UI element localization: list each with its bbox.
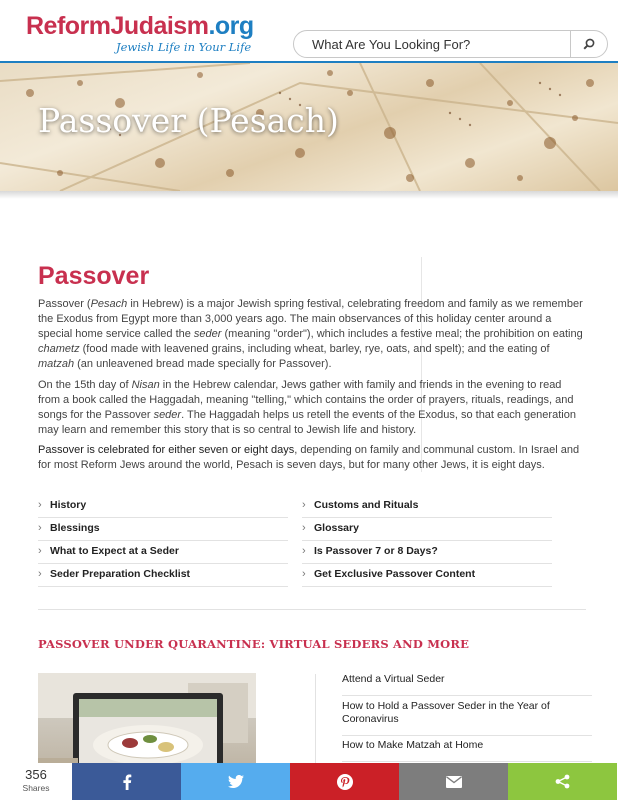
link-7-or-8-days[interactable]: › Is Passover 7 or 8 Days? — [302, 541, 552, 564]
facebook-share-button[interactable] — [72, 763, 181, 800]
intro-paragraph-3: Passover is celebrated for either seven or eight days, depending on family and communal custom. In Israel and for most Reform Jews around the world, Pesach is seven days, but for many other Jews, it is eight days. — [38, 444, 580, 471]
link-customs-rituals[interactable]: › Customs and Rituals — [302, 495, 552, 518]
search-box — [293, 30, 608, 58]
logo-wordmark: ReformJudaism.org — [26, 12, 254, 40]
pinterest-icon — [337, 774, 353, 790]
link-exclusive-content[interactable]: › Get Exclusive Passover Content — [302, 564, 552, 587]
chevron-right-icon: › — [302, 499, 306, 511]
facebook-icon — [122, 774, 132, 790]
more-share-button[interactable] — [508, 763, 617, 800]
side-divider — [315, 674, 316, 764]
share-count: 356 Shares — [0, 763, 72, 800]
page-title: Passover — [38, 262, 150, 290]
logo-tagline: Jewish Life in Your Life — [116, 40, 252, 54]
section-divider — [38, 609, 586, 610]
link-attend-virtual-seder[interactable]: Attend a Virtual Seder — [342, 673, 592, 696]
link-make-matzah[interactable]: How to Make Matzah at Home — [342, 739, 592, 762]
link-hold-seder-coronavirus[interactable]: How to Hold a Passover Seder in the Year of Coronavirus — [342, 700, 592, 736]
hero-shadow — [0, 191, 618, 199]
email-share-button[interactable] — [399, 763, 508, 800]
laptop-seder-image — [38, 673, 256, 773]
chevron-right-icon: › — [302, 545, 306, 557]
seven-or-eight-days-link[interactable]: Passover is celebrated for either seven or eight days — [38, 444, 295, 456]
share-icon — [555, 774, 570, 789]
share-bar — [0, 763, 618, 800]
chevron-right-icon: › — [38, 499, 42, 511]
search-icon — [583, 38, 595, 50]
hero-banner — [0, 63, 618, 191]
hero-title: Passover (Pesach) — [38, 101, 339, 140]
search-input[interactable] — [294, 31, 572, 57]
quarantine-heading: PASSOVER UNDER QUARANTINE: VIRTUAL SEDERS AND MORE — [38, 637, 470, 651]
site-header — [0, 0, 618, 62]
twitter-share-button[interactable] — [181, 763, 290, 800]
virtual-seder-photo[interactable] — [38, 673, 256, 773]
link-what-to-expect[interactable]: › What to Expect at a Seder — [38, 541, 288, 564]
link-blessings[interactable]: › Blessings — [38, 518, 288, 541]
search-button[interactable] — [570, 31, 607, 57]
chevron-right-icon: › — [302, 568, 306, 580]
pinterest-share-button[interactable] — [290, 763, 399, 800]
link-seder-checklist[interactable]: › Seder Preparation Checklist — [38, 564, 288, 587]
intro-paragraph-1: Passover (Pesach in Hebrew) is a major Jewish spring festival, celebrating freedom and family as we remember the Exodus from Egypt more than 3,000 years ago. The main observances of this holiday center around a special home service called the seder (meaning "order"), which includes a festive meal; the prohibition on eating chametz (food made with leavened grains, including wheat, barley, rye, oats, and spelt); and the eating of matzah (an unleavened bread made specially for Passover). — [38, 298, 583, 370]
link-history[interactable]: › History — [38, 495, 288, 518]
twitter-icon — [228, 775, 244, 788]
email-icon — [446, 776, 462, 788]
chevron-right-icon: › — [38, 568, 42, 580]
intro-paragraph-2: On the 15th day of Nisan in the Hebrew calendar, Jews gather with family and friends in the evening to read from a book called the Haggadah, meaning "telling," which contains the order of prayers, rituals, readings, and songs for the Passover seder. The Haggadah helps us retell the events of the Exodus, so that each generation may learn and remember this story that is so central to Jewish life and history. — [38, 379, 576, 436]
link-glossary[interactable]: › Glossary — [302, 518, 552, 541]
chevron-right-icon: › — [302, 522, 306, 534]
chevron-right-icon: › — [38, 522, 42, 534]
site-logo[interactable] — [26, 12, 254, 54]
chevron-right-icon: › — [38, 545, 42, 557]
